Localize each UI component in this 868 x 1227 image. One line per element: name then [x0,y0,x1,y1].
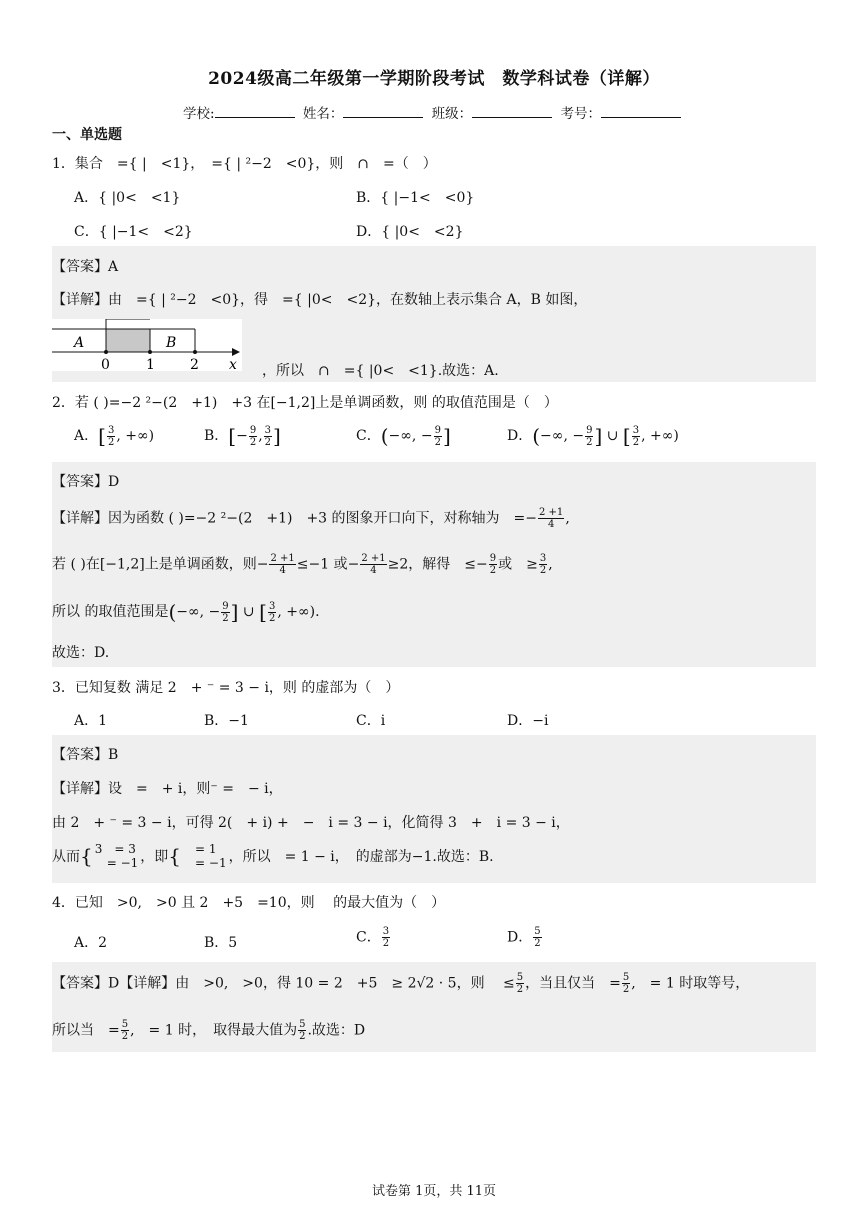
q2-answer: 【答案】D [52,474,120,490]
q1-option-b: B．{ |−1< <0} [356,190,475,206]
q4-option-b: B．5 [204,935,238,951]
name-label: 姓名： [302,106,344,122]
fig-label-b: B [166,335,177,351]
q1-stem: 1．集合 ={ | <1}， ={ | ²−2 <0}，则 ∩ =（ ） [52,156,437,172]
q3-answer: 【答案】B [52,747,119,763]
fig-tick-1: 1 [146,357,155,371]
name-blank [343,105,423,118]
q4-option-c: C． $\frac{3}{2}$ [356,926,390,949]
q2-stem: 2．若 ( )=−2 ²−(2 +1) +3 在[−1,2]上是单调函数，则 的取值范围是（ ） [52,395,558,411]
student-info-line [0,102,868,122]
exam-no-label: 考号： [560,106,601,122]
q1-option-d: D．{ |0< <2} [356,224,464,240]
school-blank [215,105,295,118]
fig-axis-x: x [229,357,237,371]
q2-detail-4: 故选：D. [52,645,110,661]
page-footer: 试卷第 1页，共 11页 [371,1184,497,1199]
fig-tick-0: 0 [101,357,110,371]
q3-option-a: A．1 [74,713,108,729]
page-title: 2024级高二年级第一学期阶段考试 数学科试卷（详解） [208,69,660,89]
q3-detail-2: 由 2 + ⁻ = 3 − i，可得 2( + i) + − i = 3 − i，化简得 3 + i = 3 − i， [52,815,570,831]
q1-option-c: C．{ |−1< <2} [74,224,193,240]
q4-option-a: A．2 [74,935,108,951]
q1-detail-1: 【详解】由 ={ | ²−2 <0}，得 ={ |0< <2}，在数轴上表示集合 A，B 如图， [52,292,588,308]
q3-detail-1: 【详解】设 = + i，则⁻ = − i， [52,781,283,797]
q1-option-a: A．{ |0< <1} [74,190,181,206]
q3-option-c: C．i [356,713,386,729]
q3-detail-3: 从而{ 3 = 3 = −1 ，即{ = 1 = −1 ，所以 = 1 − i， 的虚部为−1.故选：B. [52,842,494,870]
q4-stem: 4．已知 >0, >0 且 2 +5 =10，则 的最大值为（ ） [52,895,446,911]
q4-option-d: D． $\frac{5}{2}$ [507,926,541,949]
fig-label-a: A [74,335,85,351]
q1-answer: 【答案】A [52,259,119,275]
q3-option-d: D．−i [507,713,549,729]
class-label: 班级： [431,106,473,122]
q4-detail-2: 所以当 = $\frac{5}{2}$ , = 1 时， 取得最大值为 $\frac{5}{2}$ .故选：D [52,1019,366,1042]
fig-tick-2: 2 [190,357,199,371]
q3-option-b: B．−1 [204,713,249,729]
q2-option-c: C．(−∞, − $\frac{9}{2}$ ] [356,424,451,448]
class-blank [472,105,552,118]
q1-number-line-figure [52,319,242,371]
q2-detail-1: 【详解】因为函数 ( )=−2 ²−(2 +1) +3 的图象开口向下，对称轴为 =− $\frac{2 +1}{4}$ , [52,507,570,530]
q2-detail-3: 所以 的取值范围是(−∞, − $\frac{9}{2}$ ] ∪ [ $\frac{3}{2}$ , +∞). [52,600,320,624]
q4-answer-detail-1: 【答案】D【详解】由 >0, >0，得 10 = 2 +5 ≥ 2√2 · 5，则 ≤ $\frac{5}{2}$ ，当且仅当 = $\frac{5}{2}$ , = 1 时取等号， [52,972,750,995]
q1-detail-2: ，所以 ∩ ={ |0< <1}.故选：A. [262,363,499,379]
section-title: 一、单选题 [52,127,122,143]
q3-stem: 3．已知复数 满足 2 + ⁻ = 3 − i，则 的虚部为（ ） [52,680,400,696]
q2-option-b: B．[− $\frac{9}{2}$ , $\frac{3}{2}$ ] [204,424,281,448]
q2-option-d: D．(−∞, − $\frac{9}{2}$ ] ∪ [ $\frac{3}{2}$ , +∞) [507,424,679,448]
q2-detail-2: 若 ( )在[−1,2]上是单调函数，则− $\frac{2 +1}{4}$ ≤−1 或− $\frac{2 +1}{4}$ ≥2，解得 ≤− $\frac{9}{2}$ 或 ≥ $\frac{3}{2}$ , [52,553,553,576]
school-label: 学校: [183,106,215,122]
exam-no-blank [601,105,681,118]
q2-option-a: A．[ $\frac{3}{2}$ , +∞) [74,424,155,448]
